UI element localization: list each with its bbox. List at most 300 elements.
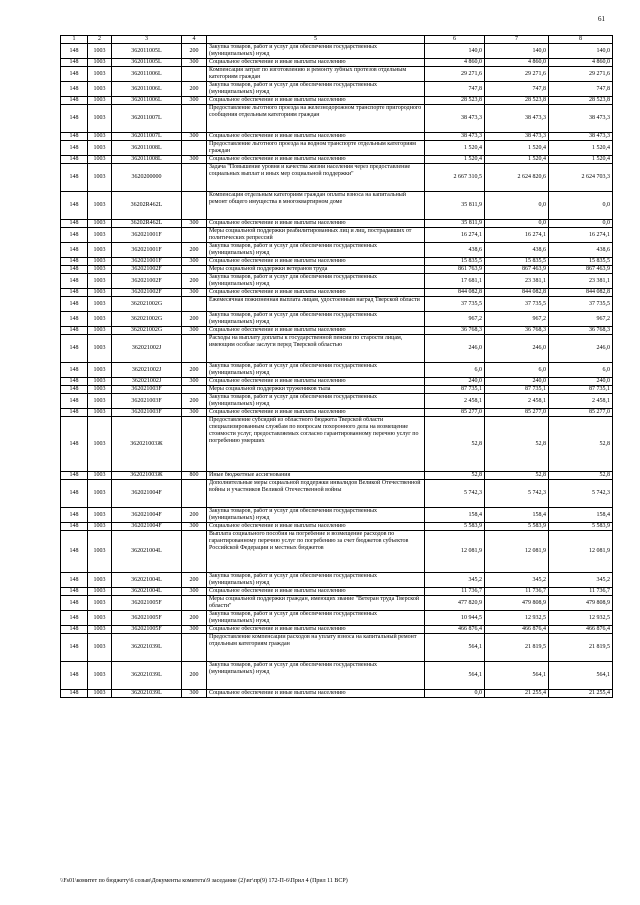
cell-ministry: 148 [61,472,88,480]
header-cell: 6 [425,36,485,44]
cell-amount-year1: 0,0 [425,690,485,698]
cell-target-code: 362011006L [112,97,182,105]
cell-amount-year3: 4 860,0 [549,59,613,67]
cell-amount-year3: 37 735,5 [549,297,613,312]
cell-target-code: 362021003Ж [112,417,182,472]
cell-section: 1003 [88,243,112,258]
cell-target-code: 362021003F [112,409,182,417]
cell-expense-type: 300 [182,588,207,596]
cell-expense-type: 200 [182,312,207,327]
cell-amount-year3: 479 808,9 [549,596,613,611]
cell-amount-year3: 1 520,4 [549,141,613,156]
cell-amount-year3: 23 381,1 [549,274,613,289]
cell-section: 1003 [88,335,112,363]
cell-description: Социальное обеспечение и иные выплаты населению [207,156,425,164]
cell-description: Закупка товаров, работ и услуг для обеспечения государственных (муниципальных) нужд [207,662,425,690]
cell-ministry: 148 [61,243,88,258]
cell-ministry: 148 [61,141,88,156]
cell-description: Социальное обеспечение и иные выплаты населению [207,258,425,266]
cell-amount-year2: 15 835,5 [485,258,549,266]
cell-target-code: 362011006L [112,82,182,97]
cell-amount-year3: 38 473,3 [549,133,613,141]
cell-ministry: 148 [61,386,88,394]
cell-amount-year2: 16 274,1 [485,228,549,243]
cell-expense-type [182,596,207,611]
cell-expense-type [182,228,207,243]
cell-amount-year1: 12 081,9 [425,531,485,573]
cell-section: 1003 [88,164,112,192]
cell-amount-year3: 85 277,0 [549,409,613,417]
cell-expense-type: 300 [182,690,207,698]
cell-amount-year1: 5 742,3 [425,480,485,508]
cell-amount-year2: 466 876,4 [485,626,549,634]
cell-amount-year3: 438,6 [549,243,613,258]
cell-amount-year3: 11 736,7 [549,588,613,596]
cell-target-code: 362021003F [112,386,182,394]
cell-amount-year1: 861 763,9 [425,266,485,274]
cell-ministry: 148 [61,335,88,363]
table-row [61,105,613,133]
cell-expense-type [182,266,207,274]
table-row [61,417,613,472]
cell-amount-year1: 37 735,5 [425,297,485,312]
cell-amount-year2: 0,0 [485,220,549,228]
cell-amount-year3: 0,0 [549,192,613,220]
cell-expense-type [182,634,207,662]
table-row [61,626,613,634]
cell-amount-year3: 844 082,8 [549,289,613,297]
cell-ministry: 148 [61,363,88,378]
cell-target-code: 362021004F [112,523,182,531]
cell-amount-year2: 38 473,3 [485,133,549,141]
cell-expense-type [182,67,207,82]
cell-expense-type: 300 [182,97,207,105]
cell-amount-year3: 28 523,8 [549,97,613,105]
cell-description: Социальное обеспечение и иные выплаты населению [207,220,425,228]
cell-section: 1003 [88,312,112,327]
cell-section: 1003 [88,59,112,67]
cell-description: Компенсация отдельным категориям граждан оплаты взноса на капитальный ремонт общего имущества в многоквартирном доме [207,192,425,220]
cell-ministry: 148 [61,82,88,97]
cell-target-code: 362021004F [112,508,182,523]
cell-amount-year2: 23 381,1 [485,274,549,289]
cell-ministry: 148 [61,133,88,141]
cell-ministry: 148 [61,523,88,531]
cell-amount-year3: 15 835,5 [549,258,613,266]
cell-section: 1003 [88,378,112,386]
cell-amount-year1: 10 944,5 [425,611,485,626]
table-row [61,363,613,378]
table-row [61,596,613,611]
table-row [61,274,613,289]
cell-expense-type: 300 [182,156,207,164]
cell-description: Предоставление льготного проезда на железнодорожном транспорте пригородного сообщения отдельным категориям граждан [207,105,425,133]
cell-target-code: 362021002G [112,312,182,327]
cell-expense-type [182,417,207,472]
cell-amount-year3: 52,8 [549,417,613,472]
cell-amount-year3: 2 624 703,3 [549,164,613,192]
table-row [61,634,613,662]
cell-section: 1003 [88,289,112,297]
table-row [61,508,613,523]
cell-section: 1003 [88,327,112,335]
table-row [61,266,613,274]
footer-file-path: \\Fs01\комитет по бюджету\6 созыв\Документы комитета\9 заседание (2)\вг\пр(9) 172-П-6\Прил 4 (Прил 11 ВСР) [60,878,348,884]
cell-ministry: 148 [61,409,88,417]
cell-amount-year3: 2 458,1 [549,394,613,409]
cell-amount-year2: 6,0 [485,363,549,378]
cell-expense-type: 800 [182,472,207,480]
cell-section: 1003 [88,266,112,274]
table-row [61,523,613,531]
table-row [61,573,613,588]
cell-amount-year1: 438,6 [425,243,485,258]
cell-ministry: 148 [61,531,88,573]
cell-target-code: 362021001F [112,258,182,266]
cell-amount-year2: 37 735,5 [485,297,549,312]
cell-amount-year2: 52,8 [485,472,549,480]
cell-amount-year2: 438,6 [485,243,549,258]
cell-section: 1003 [88,417,112,472]
cell-description: Закупка товаров, работ и услуг для обеспечения государственных (муниципальных) нужд [207,508,425,523]
cell-expense-type: 200 [182,274,207,289]
cell-description: Социальное обеспечение и иные выплаты населению [207,588,425,596]
cell-target-code: 362021004F [112,480,182,508]
table-row [61,312,613,327]
cell-description: Социальное обеспечение и иные выплаты населению [207,690,425,698]
cell-ministry: 148 [61,67,88,82]
cell-ministry: 148 [61,417,88,472]
cell-target-code: 362021002F [112,274,182,289]
cell-ministry: 148 [61,394,88,409]
cell-target-code: 362011007L [112,105,182,133]
cell-expense-type [182,386,207,394]
cell-target-code: 362021004L [112,531,182,573]
cell-section: 1003 [88,573,112,588]
table-row [61,44,613,59]
cell-target-code: 362021003Ж [112,472,182,480]
cell-amount-year2: 240,0 [485,378,549,386]
cell-ministry: 148 [61,274,88,289]
cell-ministry: 148 [61,626,88,634]
cell-target-code: 362021002G [112,297,182,312]
cell-section: 1003 [88,386,112,394]
cell-target-code: 362021005F [112,596,182,611]
cell-section: 1003 [88,258,112,266]
cell-ministry: 148 [61,573,88,588]
table-row [61,531,613,573]
cell-section: 1003 [88,228,112,243]
cell-section: 1003 [88,508,112,523]
cell-amount-year2: 345,2 [485,573,549,588]
cell-section: 1003 [88,409,112,417]
cell-target-code: 362021005F [112,611,182,626]
cell-section: 1003 [88,588,112,596]
cell-amount-year3: 140,0 [549,44,613,59]
cell-amount-year1: 345,2 [425,573,485,588]
cell-section: 1003 [88,611,112,626]
cell-amount-year3: 967,2 [549,312,613,327]
table-row [61,141,613,156]
cell-expense-type: 300 [182,626,207,634]
cell-expense-type: 200 [182,44,207,59]
table-row [61,611,613,626]
cell-description: Социальное обеспечение и иные выплаты населению [207,289,425,297]
cell-amount-year3: 21 255,4 [549,690,613,698]
cell-description: Закупка товаров, работ и услуг для обеспечения государственных (муниципальных) нужд [207,274,425,289]
cell-expense-type: 300 [182,289,207,297]
cell-amount-year1: 2 667 310,5 [425,164,485,192]
header-cell: 3 [112,36,182,44]
table-row [61,289,613,297]
cell-description: Социальное обеспечение и иные выплаты населению [207,59,425,67]
cell-target-code: 362021002J [112,378,182,386]
cell-amount-year2: 21 819,5 [485,634,549,662]
cell-ministry: 148 [61,588,88,596]
cell-ministry: 148 [61,297,88,312]
cell-ministry: 148 [61,44,88,59]
cell-section: 1003 [88,523,112,531]
cell-amount-year2: 4 860,0 [485,59,549,67]
cell-target-code: 362011006L [112,67,182,82]
cell-ministry: 148 [61,480,88,508]
cell-amount-year1: 17 681,1 [425,274,485,289]
cell-amount-year3: 345,2 [549,573,613,588]
cell-amount-year3: 12 932,5 [549,611,613,626]
cell-amount-year2: 12 081,9 [485,531,549,573]
table-row [61,409,613,417]
cell-amount-year3: 158,4 [549,508,613,523]
cell-expense-type: 300 [182,258,207,266]
cell-amount-year1: 28 523,8 [425,97,485,105]
cell-amount-year1: 35 811,9 [425,192,485,220]
cell-description: Компенсация затрат по изготовлению и ремонту зубных протезов отдельным категориям граждан [207,67,425,82]
cell-expense-type: 300 [182,378,207,386]
cell-section: 1003 [88,531,112,573]
cell-amount-year3: 466 876,4 [549,626,613,634]
cell-description: Закупка товаров, работ и услуг для обеспечения государственных (муниципальных) нужд [207,394,425,409]
cell-description: Задача "Повышение уровня и качества жизни населения через предоставление социальных выплат и иных мер социальной поддержки" [207,164,425,192]
cell-target-code: 362021002J [112,363,182,378]
cell-amount-year1: 844 082,8 [425,289,485,297]
cell-ministry: 148 [61,105,88,133]
table-row [61,258,613,266]
cell-description: Меры социальной поддержки граждан, имеющих звание "Ветеран труда Тверской области" [207,596,425,611]
cell-ministry: 148 [61,611,88,626]
cell-amount-year1: 15 835,5 [425,258,485,266]
cell-ministry: 148 [61,97,88,105]
cell-expense-type [182,335,207,363]
table-row [61,335,613,363]
table-row [61,588,613,596]
cell-description: Закупка товаров, работ и услуг для обеспечения государственных (муниципальных) нужд [207,611,425,626]
cell-amount-year2: 12 932,5 [485,611,549,626]
table-row [61,192,613,220]
cell-expense-type: 300 [182,327,207,335]
cell-description: Предоставление субсидий из областного бюджета Тверской области специализированным службам по вопросам похоронного дела на возмещение стоимости услуг, предоставляемых согласно гарантированному перечню услуг по погребению умерших [207,417,425,472]
cell-amount-year1: 140,0 [425,44,485,59]
cell-description: Выплата социального пособия на погребение и возмещение расходов по гарантированному перечню услуг по погребению за счет бюджетов субъектов Российской Федерации и местных бюджетов [207,531,425,573]
cell-amount-year1: 466 876,4 [425,626,485,634]
cell-section: 1003 [88,97,112,105]
cell-amount-year3: 246,0 [549,335,613,363]
cell-description: Иные бюджетные ассигнования [207,472,425,480]
cell-amount-year3: 747,8 [549,82,613,97]
cell-target-code: 362021004L [112,588,182,596]
budget-table [60,35,613,698]
cell-expense-type: 300 [182,220,207,228]
cell-target-code: 362011007L [112,133,182,141]
cell-amount-year2: 867 463,9 [485,266,549,274]
cell-amount-year3: 1 520,4 [549,156,613,164]
cell-description: Закупка товаров, работ и услуг для обеспечения государственных (муниципальных) нужд [207,243,425,258]
cell-target-code: 36202R462L [112,192,182,220]
cell-ministry: 148 [61,662,88,690]
header-cell: 1 [61,36,88,44]
table-row [61,243,613,258]
cell-description: Закупка товаров, работ и услуг для обеспечения государственных (муниципальных) нужд [207,44,425,59]
cell-section: 1003 [88,363,112,378]
cell-target-code: 362011005L [112,59,182,67]
table-row [61,378,613,386]
cell-amount-year2: 0,0 [485,192,549,220]
cell-target-code: 362021039L [112,662,182,690]
cell-expense-type [182,480,207,508]
cell-amount-year3: 5 742,3 [549,480,613,508]
cell-ministry: 148 [61,312,88,327]
cell-expense-type: 200 [182,82,207,97]
table-row [61,97,613,105]
table-row [61,297,613,312]
table-row [61,394,613,409]
cell-section: 1003 [88,192,112,220]
cell-ministry: 148 [61,327,88,335]
cell-amount-year1: 564,1 [425,662,485,690]
cell-amount-year2: 85 277,0 [485,409,549,417]
cell-expense-type [182,531,207,573]
cell-amount-year2: 564,1 [485,662,549,690]
table-row [61,67,613,82]
table-row [61,690,613,698]
cell-expense-type: 300 [182,523,207,531]
cell-amount-year1: 240,0 [425,378,485,386]
cell-description: Социальное обеспечение и иные выплаты населению [207,378,425,386]
header-cell: 5 [207,36,425,44]
header-cell: 8 [549,36,613,44]
cell-expense-type: 300 [182,409,207,417]
cell-amount-year3: 564,1 [549,662,613,690]
cell-ministry: 148 [61,228,88,243]
cell-expense-type: 300 [182,59,207,67]
cell-expense-type [182,297,207,312]
cell-section: 1003 [88,596,112,611]
cell-amount-year3: 52,8 [549,472,613,480]
table-row [61,662,613,690]
cell-amount-year2: 5 742,3 [485,480,549,508]
cell-target-code: 362021001F [112,228,182,243]
cell-amount-year1: 38 473,3 [425,133,485,141]
cell-amount-year1: 1 520,4 [425,156,485,164]
table-row [61,327,613,335]
cell-expense-type: 200 [182,508,207,523]
cell-amount-year2: 844 082,8 [485,289,549,297]
cell-section: 1003 [88,67,112,82]
cell-section: 1003 [88,44,112,59]
cell-description: Закупка товаров, работ и услуг для обеспечения государственных (муниципальных) нужд [207,82,425,97]
cell-section: 1003 [88,82,112,97]
cell-amount-year3: 6,0 [549,363,613,378]
cell-amount-year1: 36 768,3 [425,327,485,335]
cell-expense-type: 200 [182,573,207,588]
table-row [61,220,613,228]
cell-target-code: 362021001F [112,243,182,258]
cell-target-code: 362021039L [112,634,182,662]
table-row [61,82,613,97]
cell-description: Закупка товаров, работ и услуг для обеспечения государственных (муниципальных) нужд [207,573,425,588]
table-row [61,133,613,141]
cell-amount-year2: 36 768,3 [485,327,549,335]
cell-amount-year1: 52,8 [425,417,485,472]
table-row [61,480,613,508]
cell-expense-type: 200 [182,611,207,626]
cell-description: Социальное обеспечение и иные выплаты населению [207,327,425,335]
cell-ministry: 148 [61,634,88,662]
cell-amount-year1: 747,8 [425,82,485,97]
cell-amount-year1: 35 811,9 [425,220,485,228]
cell-ministry: 148 [61,378,88,386]
header-cell: 2 [88,36,112,44]
cell-amount-year2: 28 523,8 [485,97,549,105]
cell-amount-year2: 87 735,1 [485,386,549,394]
cell-amount-year2: 29 271,6 [485,67,549,82]
cell-description: Предоставление компенсации расходов на уплату взноса на капитальный ремонт отдельным категориям граждан [207,634,425,662]
table-header-row [61,36,613,44]
cell-amount-year3: 29 271,6 [549,67,613,82]
cell-amount-year1: 4 860,0 [425,59,485,67]
cell-target-code: 362021003F [112,394,182,409]
cell-ministry: 148 [61,164,88,192]
cell-section: 1003 [88,297,112,312]
cell-section: 1003 [88,634,112,662]
cell-ministry: 148 [61,156,88,164]
cell-ministry: 148 [61,192,88,220]
cell-target-code: 362021002F [112,266,182,274]
cell-ministry: 148 [61,266,88,274]
cell-expense-type: 200 [182,243,207,258]
header-cell: 7 [485,36,549,44]
cell-amount-year1: 967,2 [425,312,485,327]
cell-section: 1003 [88,220,112,228]
cell-section: 1003 [88,472,112,480]
cell-amount-year1: 85 277,0 [425,409,485,417]
cell-ministry: 148 [61,258,88,266]
cell-amount-year1: 6,0 [425,363,485,378]
cell-description: Ежемесячная пожизненная выплата лицам, удостоенным наград Тверской области [207,297,425,312]
cell-ministry: 148 [61,690,88,698]
cell-amount-year1: 158,4 [425,508,485,523]
cell-target-code: 3620200000 [112,164,182,192]
cell-expense-type [182,192,207,220]
cell-amount-year1: 87 735,1 [425,386,485,394]
cell-amount-year3: 21 819,5 [549,634,613,662]
cell-expense-type: 200 [182,394,207,409]
cell-target-code: 362011008L [112,141,182,156]
cell-amount-year1: 477 820,9 [425,596,485,611]
cell-target-code: 362011008L [112,156,182,164]
cell-amount-year2: 2 458,1 [485,394,549,409]
cell-description: Социальное обеспечение и иные выплаты населению [207,409,425,417]
table-row [61,386,613,394]
